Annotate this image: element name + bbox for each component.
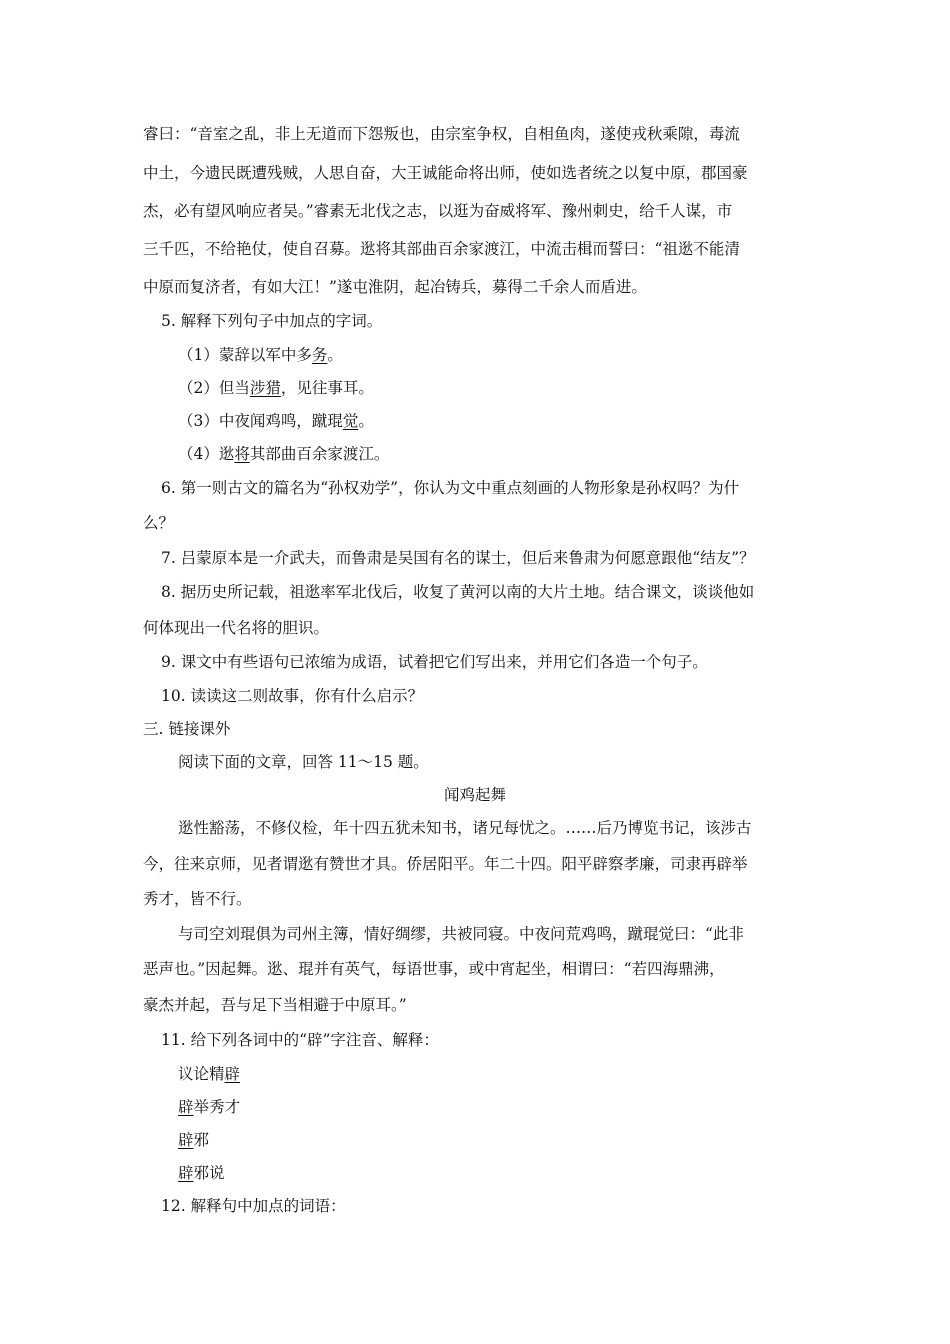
passage-line: 杰，必有望风响应者吴。”睿素无北伐之志，以逛为奋威将军、豫州刺史，给千人谋，市 — [143, 202, 733, 220]
question-5-item: （1）蒙辞以军中多务。 — [178, 346, 343, 364]
article-paragraph-line: 秀才，皆不行。 — [143, 890, 252, 908]
question-5-stem: 5. 解释下列句子中加点的字词。 — [161, 312, 383, 330]
dotted-word: 辟 — [178, 1098, 194, 1116]
question-8: 8. 据历史所记载，祖逖率军北伐后，收复了黄河以南的大片土地。结合课文，谈谈他如 — [161, 583, 755, 601]
article-paragraph-line: 恶声也。”因起舞。逖、琨并有英气，每语世事，或中宵起坐，相谓曰：“若四海鼎沸， — [143, 960, 725, 978]
dotted-word: 辟 — [224, 1065, 241, 1083]
question-5-item: （3）中夜闻鸡鸣，蹴琨觉。 — [178, 412, 374, 430]
article-paragraph-line: 与司空刘琨俱为司州主簿，情好绸缪，共被同寝。中夜问荒鸡鸣，蹴琨觉曰：“此非 — [178, 925, 744, 943]
article-title: 闻鸡起舞 — [443, 786, 506, 804]
question-12: 12. 解释句中加点的词语： — [161, 1197, 346, 1215]
passage-line: 睿曰：“音室之乱，非上无道而下怨叛也，由宗室争权，自相鱼肉，遂使戎秋乘隙，毒流 — [143, 125, 740, 143]
question-7: 7. 吕蒙原本是一介武夫，而鲁肃是吴国有名的谋士，但后来鲁肃为何愿意跟他“结友”？ — [161, 549, 755, 567]
dotted-word: 觉 — [342, 412, 359, 430]
dotted-word: 将 — [234, 445, 250, 463]
article-paragraph-line: 豪杰并起，吾与足下当相避于中原耳。” — [143, 996, 407, 1014]
question-11-item: 辟举秀才 — [178, 1098, 241, 1116]
dotted-word: 辟 — [178, 1131, 194, 1149]
passage-line: 中原而复济者，有如大江！”遂屯淮阴，起冶铸兵，募得二千余人而盾进。 — [143, 278, 647, 296]
question-9: 9. 课文中有些语句已浓缩为成语，试着把它们写出来，并用它们各造一个句子。 — [161, 653, 708, 671]
question-8-cont: 何体现出一代名将的胆识。 — [143, 619, 330, 637]
reading-instruction: 阅读下面的文章，回答 11～15 题。 — [178, 753, 429, 771]
question-6-cont: 么？ — [143, 514, 175, 532]
dotted-word: 辟 — [178, 1164, 194, 1182]
question-5-item: （4）逖将其部曲百余家渡江。 — [178, 445, 390, 463]
question-10: 10. 读读这二则故事，你有什么启示？ — [161, 687, 424, 705]
article-paragraph-line: 今，往来京师，见者谓逖有赞世才具。侨居阳平。年二十四。阳平辟察孝廉，司隶再辟举 — [143, 855, 748, 873]
question-6: 6. 第一则古文的篇名为“孙权劝学”，你认为文中重点刻画的人物形象是孙权吗？为什 — [161, 479, 740, 497]
passage-line: 中土，今遗民既遭残贼，人思自奋，大王诚能命将出师，使如选者统之以复中原，郡国豪 — [143, 164, 748, 182]
question-11-stem: 11. 给下列各词中的“辟”字注音、解释： — [161, 1031, 439, 1049]
question-11-item: 辟邪 — [178, 1131, 210, 1149]
dotted-word: 涉猎 — [249, 379, 281, 397]
question-11-item: 辟邪说 — [178, 1164, 225, 1182]
article-paragraph-line: 逖性豁荡，不修仪检，年十四五犹未知书，诸兄每忧之。……后乃博览书记，该涉古 — [178, 819, 752, 837]
section-heading: 三. 链接课外 — [143, 720, 231, 738]
question-5-item: （2）但当涉猎，见往事耳。 — [178, 379, 374, 397]
dotted-word: 务 — [311, 346, 328, 364]
passage-line: 三千匹，不给艳仗，使自召募。逖将其部曲百余家渡江，中流击楫而誓曰：“祖逖不能清 — [143, 240, 740, 258]
question-11-item: 议论精辟 — [178, 1065, 241, 1083]
